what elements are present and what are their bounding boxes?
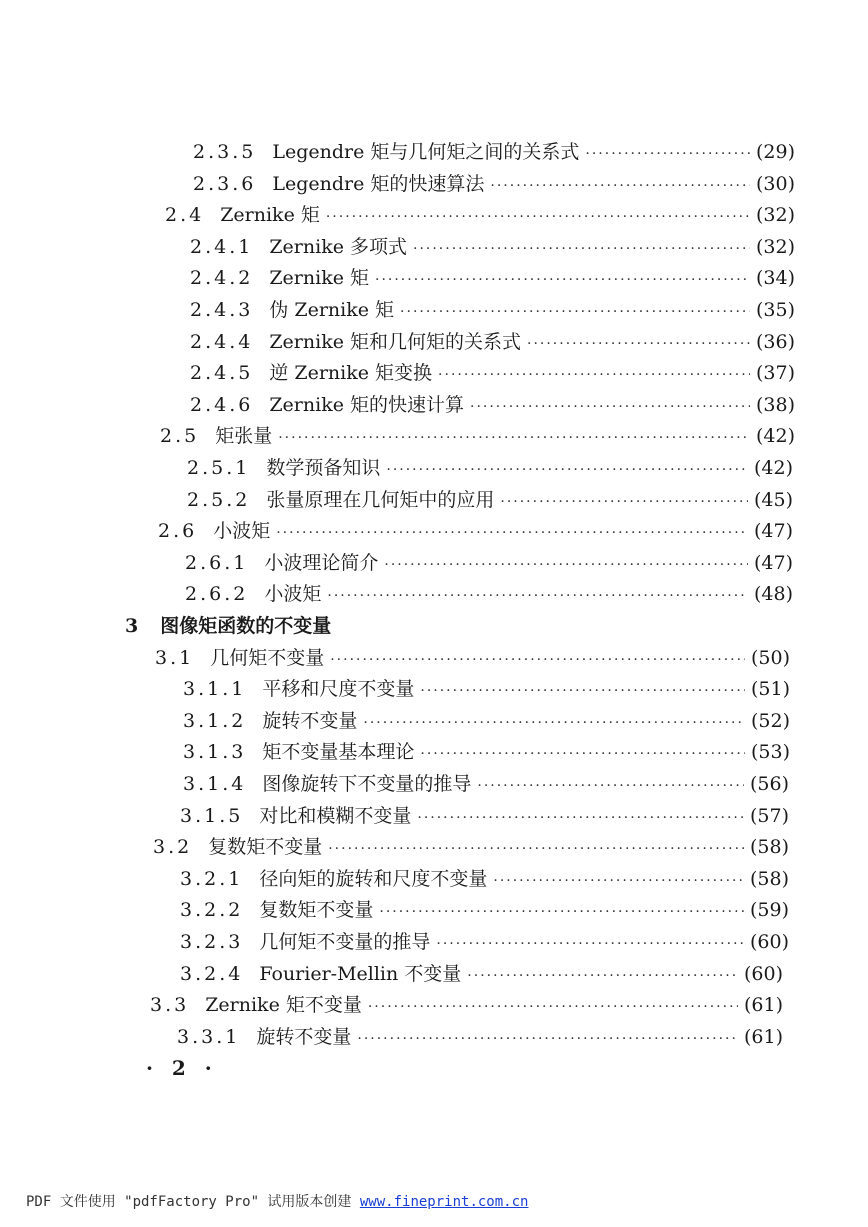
toc-entry-number: 2.4 <box>165 204 205 227</box>
toc-entry-page: (60) <box>743 962 783 985</box>
toc-entry-title: 复数矩不变量 <box>208 836 323 859</box>
dot-leader <box>436 929 744 960</box>
dot-leader <box>278 423 750 454</box>
dot-leader <box>330 645 745 676</box>
toc-entry[interactable] <box>190 327 795 358</box>
toc-entry[interactable] <box>180 895 789 926</box>
toc-entry-number: 3.1 <box>155 646 195 669</box>
toc-entry-number: 2.4.2 <box>190 267 254 290</box>
toc-entry-number: 3.1.1 <box>183 678 247 701</box>
dot-leader <box>470 392 750 423</box>
toc-entry-number: 3.1.3 <box>183 741 247 764</box>
toc-entry-title: 逆 Zernike 矩变换 <box>269 362 433 385</box>
toc-entry[interactable] <box>183 737 790 768</box>
toc-entry-number: 2.5.1 <box>187 457 251 479</box>
toc-entry[interactable] <box>187 453 793 484</box>
toc-entry-title: 张量原理在几何矩中的应用 <box>266 488 495 511</box>
toc-entry[interactable] <box>190 295 795 326</box>
toc-entry-title: 旋转不变量 <box>262 709 358 732</box>
dot-leader <box>420 676 745 707</box>
toc-entry-page: (48) <box>753 583 793 606</box>
dot-leader <box>375 265 750 296</box>
toc-entry-page: (38) <box>755 393 795 416</box>
toc-entry-title: Zernike 矩 <box>220 204 320 227</box>
toc-entry-number: 3.1.2 <box>183 709 247 732</box>
toc-entry-page: (50) <box>750 646 790 669</box>
toc-entry[interactable] <box>180 927 789 958</box>
toc-entry-number: 2.5.2 <box>187 488 251 511</box>
toc-entry-number: 3.2.2 <box>180 899 244 922</box>
toc-entry-title: Zernike 矩的快速计算 <box>269 393 464 416</box>
toc-entry-page: (36) <box>755 330 795 353</box>
toc-entry-page: (42) <box>753 457 793 479</box>
toc-entry-page: (32) <box>755 204 795 227</box>
toc-entry-number: 3.2.3 <box>180 931 244 953</box>
toc-entry[interactable] <box>187 485 793 516</box>
toc-entry-page: (61) <box>743 994 783 1017</box>
dot-leader <box>326 202 750 233</box>
toc-entry-title: Zernike 矩不变量 <box>205 994 362 1017</box>
toc-entry-title: Fourier-Mellin 不变量 <box>259 962 462 985</box>
dot-leader <box>384 550 748 581</box>
toc-entry[interactable] <box>190 232 795 263</box>
toc-entry-title: 数学预备知识 <box>266 457 381 479</box>
toc-entry[interactable] <box>183 674 790 705</box>
dot-leader <box>438 360 750 391</box>
dot-leader <box>467 961 738 992</box>
toc-entry-title: 小波理论简介 <box>264 551 379 574</box>
toc-entry[interactable] <box>190 358 795 389</box>
toc-entry-page: (61) <box>743 1025 783 1048</box>
toc-entry-title: 小波矩 <box>264 583 322 606</box>
dot-leader <box>500 487 748 518</box>
toc-entry-page: (56) <box>749 773 789 795</box>
toc-entry-title: 小波矩 <box>213 520 271 543</box>
toc-entry[interactable] <box>190 263 795 294</box>
toc-entry-number: 2.6.2 <box>185 583 249 606</box>
toc-entry-number: 2.4.3 <box>190 299 254 321</box>
toc-entry-number: 2.6.1 <box>185 551 249 574</box>
toc-entry-number: 2.3.6 <box>193 172 257 195</box>
dot-leader <box>413 234 750 265</box>
pdffactory-watermark <box>26 1191 528 1211</box>
toc-entry[interactable] <box>177 1022 783 1053</box>
dot-leader <box>493 866 744 897</box>
toc-entry-title: Legendre 矩的快速算法 <box>272 172 485 195</box>
toc-entry-number: 3.3.1 <box>177 1025 241 1048</box>
toc-entry[interactable] <box>160 421 795 452</box>
watermark-text: PDF 文件使用 "pdfFactory Pro" 试用版本创建 <box>26 1194 360 1210</box>
toc-entry[interactable] <box>125 611 331 642</box>
toc-entry-page: (45) <box>753 488 793 511</box>
toc-entry-page: (52) <box>750 709 790 732</box>
page-number: · 2 · <box>146 1056 218 1080</box>
toc-entry[interactable] <box>190 390 795 421</box>
toc-entry-title: 图像旋转下不变量的推导 <box>262 773 472 795</box>
toc-entry-page: (37) <box>755 362 795 385</box>
toc-entry-number: 2.6 <box>158 520 198 543</box>
toc-entry[interactable] <box>155 643 790 674</box>
toc-entry-page: (47) <box>753 520 793 543</box>
toc-entry-page: (42) <box>755 425 795 448</box>
toc-entry-number: 3.2 <box>153 836 193 859</box>
dot-leader <box>490 171 750 202</box>
dot-leader <box>477 771 744 802</box>
toc-entry-page: (59) <box>749 899 789 922</box>
toc-entry[interactable] <box>180 864 789 895</box>
toc-entry-title: 图像矩函数的不变量 <box>160 615 332 637</box>
toc-entry-number: 2.4.4 <box>190 330 254 353</box>
toc-entry[interactable] <box>183 769 789 800</box>
toc-entry-page: (29) <box>755 141 795 163</box>
toc-entry[interactable] <box>185 548 793 579</box>
toc-entry-page: (35) <box>755 299 795 321</box>
dot-leader <box>400 297 750 328</box>
toc-entry[interactable] <box>183 706 790 737</box>
toc-entry-title: Zernike 矩和几何矩的关系式 <box>269 330 521 353</box>
toc-entry-title: Zernike 矩 <box>269 267 369 290</box>
watermark-link[interactable]: www.fineprint.com.cn <box>359 1194 529 1210</box>
toc-entry-page: (47) <box>753 551 793 574</box>
toc-entry-number: 2.4.5 <box>190 362 254 385</box>
toc-entry-number: 3.3 <box>150 994 190 1017</box>
dot-leader <box>386 455 748 486</box>
dot-leader <box>585 139 750 170</box>
toc-entry-page: (32) <box>755 235 795 258</box>
toc-entry[interactable] <box>158 516 793 547</box>
dot-leader <box>357 1024 738 1055</box>
toc-entry[interactable] <box>153 832 789 863</box>
toc-entry[interactable] <box>185 579 793 610</box>
toc-entry[interactable] <box>165 200 795 231</box>
toc-entry-title: 几何矩不变量 <box>210 646 325 669</box>
toc-entry-number: 3.1.4 <box>183 773 247 795</box>
toc-entry-title: 几何矩不变量的推导 <box>259 931 431 953</box>
toc-entry-title: 对比和模糊不变量 <box>259 804 412 827</box>
toc-entry[interactable] <box>193 169 795 200</box>
toc-entry-page: (53) <box>750 741 790 764</box>
dot-leader <box>328 834 744 865</box>
dot-leader <box>527 329 750 360</box>
toc-entry-page: (30) <box>755 172 795 195</box>
toc-entry[interactable] <box>180 801 789 832</box>
toc-entry-number: 3.1.5 <box>180 804 244 827</box>
dot-leader <box>379 897 744 928</box>
toc-entry-title: Zernike 多项式 <box>269 235 407 258</box>
toc-entry-number: 2.4.6 <box>190 393 254 416</box>
toc-entry-number: 3.2.4 <box>180 962 244 985</box>
dot-leader <box>327 581 748 612</box>
toc-entry-title: 径向矩的旋转和尺度不变量 <box>259 867 488 890</box>
toc-entry-number: 2.5 <box>160 425 200 448</box>
toc-entry-number: 3.2.1 <box>180 867 244 890</box>
toc-entry-title: 矩张量 <box>215 425 273 448</box>
toc-entry[interactable] <box>193 137 795 168</box>
dot-leader <box>417 803 744 834</box>
dot-leader <box>420 739 745 770</box>
toc-entry-page: (57) <box>749 804 789 827</box>
toc-entry-title: Legendre 矩与几何矩之间的关系式 <box>272 141 580 163</box>
toc-entry-title: 矩不变量基本理论 <box>262 741 415 764</box>
dot-leader <box>276 518 748 549</box>
toc-entry-page: (58) <box>749 867 789 890</box>
toc-entry-title: 复数矩不变量 <box>259 899 374 922</box>
toc-entry-number: 3 <box>125 615 139 637</box>
toc-entry-number: 2.3.5 <box>193 141 257 163</box>
toc-entry[interactable] <box>180 959 783 990</box>
toc-entry-page: (51) <box>750 678 790 701</box>
toc-entry-title: 平移和尺度不变量 <box>262 678 415 701</box>
toc-entry-page: (60) <box>749 931 789 953</box>
toc-entry-title: 伪 Zernike 矩 <box>269 299 395 321</box>
dot-leader <box>363 708 745 739</box>
toc-entry-title: 旋转不变量 <box>256 1025 352 1048</box>
toc-entry[interactable] <box>150 990 783 1021</box>
toc-entry-page: (58) <box>749 836 789 859</box>
dot-leader <box>368 992 738 1023</box>
toc-entry-number: 2.4.1 <box>190 235 254 258</box>
toc-entry-page: (34) <box>755 267 795 290</box>
